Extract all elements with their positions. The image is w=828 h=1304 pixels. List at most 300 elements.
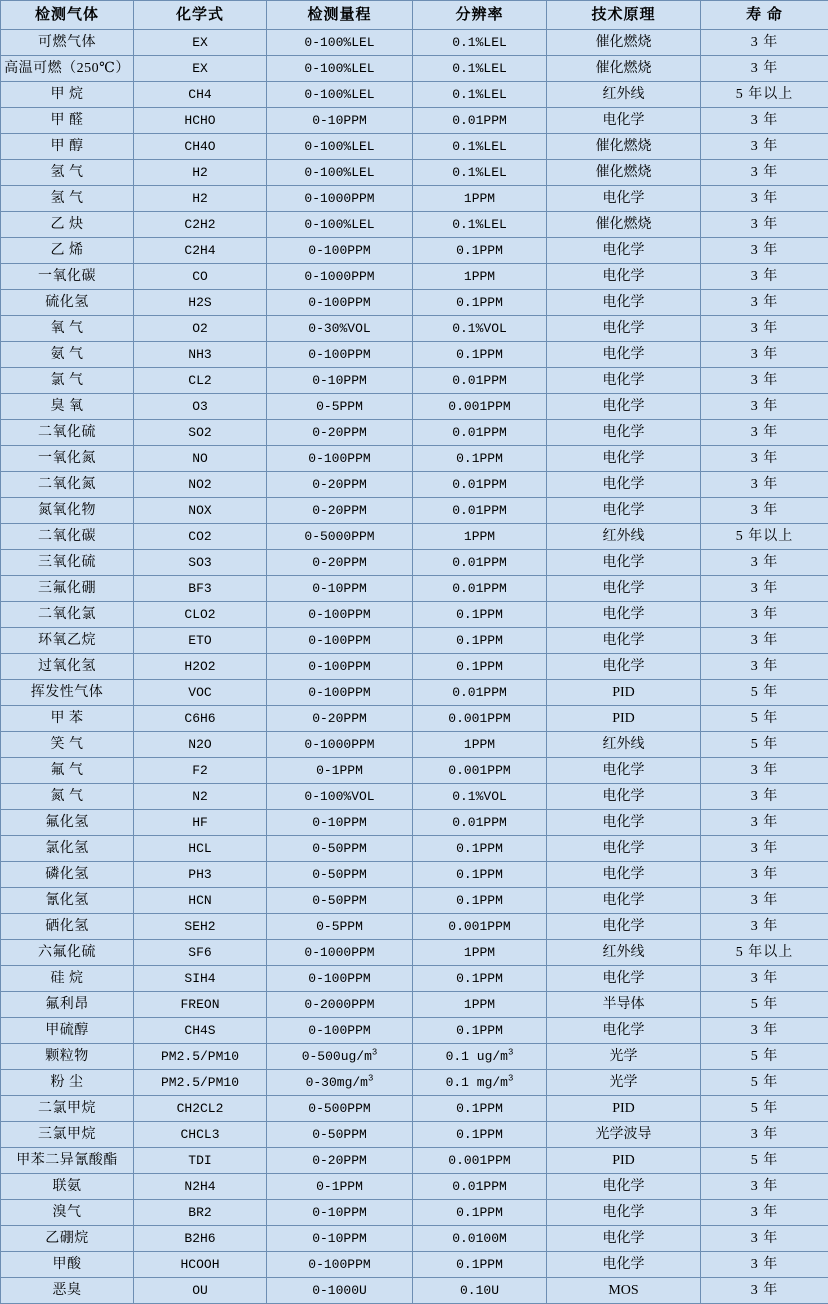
principle-cell: PID: [547, 680, 701, 706]
principle-cell: 电化学: [547, 290, 701, 316]
resolution-cell: 0.1PPM: [413, 446, 547, 472]
principle-cell: 电化学: [547, 238, 701, 264]
table-row: [1, 108, 828, 134]
range-cell: 0-1000PPM: [267, 940, 413, 966]
gas-name-cell: 氟化氢: [1, 810, 134, 836]
range-cell: 0-20PPM: [267, 550, 413, 576]
resolution-cell: 0.001PPM: [413, 758, 547, 784]
life-cell: 3 年: [701, 628, 828, 654]
range-cell: 0-20PPM: [267, 472, 413, 498]
gas-name-cell: 氢 气: [1, 160, 134, 186]
principle-cell: 催化燃烧: [547, 160, 701, 186]
principle-cell: 光学: [547, 1044, 701, 1070]
formula-cell: CO: [134, 264, 267, 290]
gas-name-cell: 恶臭: [1, 1278, 134, 1304]
principle-cell: 电化学: [547, 602, 701, 628]
resolution-cell: 0.001PPM: [413, 1148, 547, 1174]
table-row: [1, 914, 828, 940]
table-row: [1, 420, 828, 446]
life-cell: 3 年: [701, 420, 828, 446]
range-cell: 0-5PPM: [267, 394, 413, 420]
range-cell: 0-100PPM: [267, 680, 413, 706]
range-cell: $0-30mg/m^3$: [267, 1070, 413, 1096]
table-row: [1, 264, 828, 290]
principle-cell: 半导体: [547, 992, 701, 1018]
formula-cell: CL2: [134, 368, 267, 394]
principle-cell: 电化学: [547, 810, 701, 836]
principle-cell: 电化学: [547, 784, 701, 810]
principle-cell: 电化学: [547, 264, 701, 290]
formula-cell: C2H4: [134, 238, 267, 264]
resolution-cell: 0.1PPM: [413, 888, 547, 914]
table-row: [1, 966, 828, 992]
formula-cell: N2: [134, 784, 267, 810]
column-header-formula: 化学式: [134, 1, 267, 30]
formula-cell: PM2.5/PM10: [134, 1044, 267, 1070]
gas-name-cell: 一氧化氮: [1, 446, 134, 472]
range-cell: 0-50PPM: [267, 1122, 413, 1148]
formula-cell: B2H6: [134, 1226, 267, 1252]
range-cell: 0-5000PPM: [267, 524, 413, 550]
formula-cell: SF6: [134, 940, 267, 966]
formula-cell: HF: [134, 810, 267, 836]
formula-cell: CH4: [134, 82, 267, 108]
principle-cell: 电化学: [547, 394, 701, 420]
range-cell: 0-1000PPM: [267, 264, 413, 290]
principle-cell: 电化学: [547, 888, 701, 914]
formula-cell: N2O: [134, 732, 267, 758]
table-row: [1, 784, 828, 810]
table-row: [1, 1018, 828, 1044]
principle-cell: PID: [547, 706, 701, 732]
life-cell: 3 年: [701, 1018, 828, 1044]
life-cell: 3 年: [701, 30, 828, 56]
life-cell: 5 年: [701, 680, 828, 706]
formula-cell: H2S: [134, 290, 267, 316]
principle-cell: 电化学: [547, 836, 701, 862]
gas-name-cell: 过氧化氢: [1, 654, 134, 680]
resolution-cell: 1PPM: [413, 732, 547, 758]
formula-cell: CHCL3: [134, 1122, 267, 1148]
formula-cell: F2: [134, 758, 267, 784]
range-cell: 0-100PPM: [267, 1018, 413, 1044]
formula-cell: PH3: [134, 862, 267, 888]
formula-cell: O3: [134, 394, 267, 420]
resolution-cell: 0.01PPM: [413, 368, 547, 394]
formula-cell: C2H2: [134, 212, 267, 238]
range-cell: 0-1000PPM: [267, 732, 413, 758]
life-cell: 3 年: [701, 888, 828, 914]
table-row: [1, 1148, 828, 1174]
life-cell: 3 年: [701, 134, 828, 160]
table-row: [1, 134, 828, 160]
table-row: [1, 524, 828, 550]
gas-name-cell: 甲酸: [1, 1252, 134, 1278]
principle-cell: 电化学: [547, 1018, 701, 1044]
resolution-cell: 1PPM: [413, 264, 547, 290]
gas-name-cell: 氢 气: [1, 186, 134, 212]
formula-cell: TDI: [134, 1148, 267, 1174]
resolution-cell: 0.1%LEL: [413, 212, 547, 238]
range-cell: 0-100%VOL: [267, 784, 413, 810]
formula-cell: H2: [134, 186, 267, 212]
formula-cell: O2: [134, 316, 267, 342]
life-cell: 5 年以上: [701, 82, 828, 108]
resolution-cell: 0.01PPM: [413, 810, 547, 836]
column-header-principle: 技术原理: [547, 1, 701, 30]
range-cell: 0-20PPM: [267, 420, 413, 446]
table-row: [1, 238, 828, 264]
table-row: [1, 576, 828, 602]
life-cell: 5 年: [701, 1148, 828, 1174]
gas-name-cell: 氯化氢: [1, 836, 134, 862]
principle-cell: 催化燃烧: [547, 56, 701, 82]
formula-cell: NH3: [134, 342, 267, 368]
range-cell: 0-100%LEL: [267, 160, 413, 186]
table-header: [1, 1, 828, 30]
life-cell: 3 年: [701, 394, 828, 420]
principle-cell: 电化学: [547, 420, 701, 446]
formula-cell: EX: [134, 30, 267, 56]
table-row: [1, 706, 828, 732]
formula-cell: ETO: [134, 628, 267, 654]
range-cell: 0-50PPM: [267, 888, 413, 914]
gas-name-cell: 高温可燃（250℃）: [1, 56, 134, 82]
resolution-cell: 0.1%LEL: [413, 56, 547, 82]
column-header-life: 寿 命: [701, 1, 828, 30]
range-cell: 0-20PPM: [267, 706, 413, 732]
principle-cell: 电化学: [547, 576, 701, 602]
table-row: [1, 602, 828, 628]
table-row: [1, 1096, 828, 1122]
life-cell: 3 年: [701, 290, 828, 316]
gas-name-cell: 六氟化硫: [1, 940, 134, 966]
table-row: [1, 654, 828, 680]
resolution-cell: 0.1 $ug/m^3$: [413, 1044, 547, 1070]
resolution-cell: 1PPM: [413, 992, 547, 1018]
resolution-cell: 0.01PPM: [413, 420, 547, 446]
range-cell: 0-100PPM: [267, 446, 413, 472]
gas-name-cell: 二氧化碳: [1, 524, 134, 550]
gas-name-cell: 甲 烷: [1, 82, 134, 108]
life-cell: 3 年: [701, 316, 828, 342]
gas-name-cell: 氧 气: [1, 316, 134, 342]
table-row: [1, 940, 828, 966]
resolution-cell: 0.01PPM: [413, 1174, 547, 1200]
life-cell: 5 年: [701, 992, 828, 1018]
gas-name-cell: 氨 气: [1, 342, 134, 368]
life-cell: 3 年: [701, 758, 828, 784]
resolution-cell: 1PPM: [413, 186, 547, 212]
range-cell: 0-100PPM: [267, 602, 413, 628]
resolution-cell: 0.0100M: [413, 1226, 547, 1252]
gas-name-cell: 三氯甲烷: [1, 1122, 134, 1148]
formula-cell: H2: [134, 160, 267, 186]
gas-name-cell: 二氧化氯: [1, 602, 134, 628]
table-row: [1, 212, 828, 238]
resolution-cell: 0.1%LEL: [413, 30, 547, 56]
life-cell: 3 年: [701, 472, 828, 498]
formula-cell: SO2: [134, 420, 267, 446]
range-cell: 0-100PPM: [267, 1252, 413, 1278]
table-row: [1, 290, 828, 316]
gas-name-cell: 氰化氢: [1, 888, 134, 914]
range-cell: 0-20PPM: [267, 1148, 413, 1174]
resolution-cell: 0.001PPM: [413, 394, 547, 420]
gas-name-cell: 硅 烷: [1, 966, 134, 992]
formula-cell: H2O2: [134, 654, 267, 680]
range-cell: 0-100%LEL: [267, 82, 413, 108]
range-cell: 0-100PPM: [267, 654, 413, 680]
gas-name-cell: 甲 苯: [1, 706, 134, 732]
formula-cell: SEH2: [134, 914, 267, 940]
resolution-cell: 0.1PPM: [413, 1122, 547, 1148]
gas-name-cell: 甲苯二异氰酸酯: [1, 1148, 134, 1174]
gas-name-cell: 粉 尘: [1, 1070, 134, 1096]
resolution-cell: 0.1PPM: [413, 654, 547, 680]
life-cell: 3 年: [701, 238, 828, 264]
principle-cell: 电化学: [547, 472, 701, 498]
gas-name-cell: 颗粒物: [1, 1044, 134, 1070]
life-cell: 3 年: [701, 966, 828, 992]
resolution-cell: 0.1%VOL: [413, 316, 547, 342]
table-row: [1, 1122, 828, 1148]
range-cell: 0-50PPM: [267, 862, 413, 888]
formula-cell: VOC: [134, 680, 267, 706]
resolution-cell: 0.1%VOL: [413, 784, 547, 810]
resolution-cell: 1PPM: [413, 940, 547, 966]
resolution-cell: 0.1PPM: [413, 862, 547, 888]
table-row: [1, 56, 828, 82]
range-cell: 0-2000PPM: [267, 992, 413, 1018]
table-row: [1, 732, 828, 758]
life-cell: 3 年: [701, 446, 828, 472]
principle-cell: MOS: [547, 1278, 701, 1304]
resolution-cell: 0.1PPM: [413, 836, 547, 862]
gas-name-cell: 甲硫醇: [1, 1018, 134, 1044]
principle-cell: 红外线: [547, 524, 701, 550]
range-cell: 0-1000PPM: [267, 186, 413, 212]
life-cell: 5 年: [701, 706, 828, 732]
resolution-cell: 0.1 $mg/m^3$: [413, 1070, 547, 1096]
gas-name-cell: 环氧乙烷: [1, 628, 134, 654]
formula-cell: N2H4: [134, 1174, 267, 1200]
life-cell: 3 年: [701, 498, 828, 524]
range-cell: 0-100PPM: [267, 966, 413, 992]
principle-cell: 电化学: [547, 628, 701, 654]
principle-cell: PID: [547, 1148, 701, 1174]
table-row: [1, 30, 828, 56]
principle-cell: 光学: [547, 1070, 701, 1096]
formula-cell: CH4S: [134, 1018, 267, 1044]
range-cell: 0-10PPM: [267, 108, 413, 134]
life-cell: 3 年: [701, 810, 828, 836]
gas-name-cell: 一氧化碳: [1, 264, 134, 290]
gas-name-cell: 乙 烯: [1, 238, 134, 264]
life-cell: 3 年: [701, 1122, 828, 1148]
formula-cell: HCOOH: [134, 1252, 267, 1278]
range-cell: 0-10PPM: [267, 368, 413, 394]
gas-name-cell: 二氯甲烷: [1, 1096, 134, 1122]
formula-cell: PM2.5/PM10: [134, 1070, 267, 1096]
table-row: [1, 1070, 828, 1096]
table-row: [1, 446, 828, 472]
formula-cell: BR2: [134, 1200, 267, 1226]
gas-name-cell: 氟利昂: [1, 992, 134, 1018]
principle-cell: 电化学: [547, 368, 701, 394]
range-cell: 0-30%VOL: [267, 316, 413, 342]
table-row: [1, 992, 828, 1018]
gas-name-cell: 氯 气: [1, 368, 134, 394]
table-row: [1, 810, 828, 836]
table-row: [1, 160, 828, 186]
principle-cell: 电化学: [547, 1226, 701, 1252]
principle-cell: PID: [547, 1096, 701, 1122]
principle-cell: 电化学: [547, 862, 701, 888]
resolution-cell: 0.1%LEL: [413, 134, 547, 160]
table-row: [1, 316, 828, 342]
table-row: [1, 368, 828, 394]
gas-name-cell: 乙硼烷: [1, 1226, 134, 1252]
table-row: [1, 836, 828, 862]
table-row: [1, 680, 828, 706]
principle-cell: 电化学: [547, 914, 701, 940]
principle-cell: 红外线: [547, 940, 701, 966]
life-cell: 3 年: [701, 862, 828, 888]
life-cell: 3 年: [701, 264, 828, 290]
column-header-gas: 检测气体: [1, 1, 134, 30]
gas-name-cell: 乙 炔: [1, 212, 134, 238]
gas-name-cell: 三氟化硼: [1, 576, 134, 602]
principle-cell: 光学波导: [547, 1122, 701, 1148]
life-cell: 3 年: [701, 108, 828, 134]
resolution-cell: 0.01PPM: [413, 680, 547, 706]
resolution-cell: 0.001PPM: [413, 914, 547, 940]
resolution-cell: 0.1PPM: [413, 342, 547, 368]
column-header-resolution: 分辨率: [413, 1, 547, 30]
principle-cell: 电化学: [547, 654, 701, 680]
range-cell: 0-100%LEL: [267, 30, 413, 56]
formula-cell: CLO2: [134, 602, 267, 628]
life-cell: 5 年: [701, 1096, 828, 1122]
formula-cell: OU: [134, 1278, 267, 1304]
resolution-cell: 0.1PPM: [413, 602, 547, 628]
principle-cell: 电化学: [547, 342, 701, 368]
principle-cell: 电化学: [547, 966, 701, 992]
life-cell: 3 年: [701, 654, 828, 680]
resolution-cell: 0.1%LEL: [413, 82, 547, 108]
gas-name-cell: 臭 氧: [1, 394, 134, 420]
table-row: [1, 342, 828, 368]
table-row: [1, 1174, 828, 1200]
resolution-cell: 0.001PPM: [413, 706, 547, 732]
life-cell: 3 年: [701, 784, 828, 810]
formula-cell: NO: [134, 446, 267, 472]
gas-name-cell: 联氨: [1, 1174, 134, 1200]
resolution-cell: 0.01PPM: [413, 472, 547, 498]
life-cell: 3 年: [701, 1200, 828, 1226]
gas-name-cell: 甲 醛: [1, 108, 134, 134]
table-row: [1, 82, 828, 108]
table-row: [1, 1226, 828, 1252]
principle-cell: 电化学: [547, 446, 701, 472]
gas-name-cell: 二氧化氮: [1, 472, 134, 498]
table-row: [1, 472, 828, 498]
resolution-cell: 0.01PPM: [413, 108, 547, 134]
formula-cell: HCN: [134, 888, 267, 914]
range-cell: $0-500ug/m^3$: [267, 1044, 413, 1070]
table-row: [1, 888, 828, 914]
life-cell: 3 年: [701, 342, 828, 368]
gas-name-cell: 硫化氢: [1, 290, 134, 316]
principle-cell: 电化学: [547, 1174, 701, 1200]
table-row: [1, 862, 828, 888]
formula-cell: SO3: [134, 550, 267, 576]
life-cell: 3 年: [701, 836, 828, 862]
life-cell: 3 年: [701, 160, 828, 186]
range-cell: 0-100PPM: [267, 342, 413, 368]
range-cell: 0-1000U: [267, 1278, 413, 1304]
range-cell: 0-1PPM: [267, 1174, 413, 1200]
range-cell: 0-1PPM: [267, 758, 413, 784]
life-cell: 5 年以上: [701, 940, 828, 966]
resolution-cell: 0.10U: [413, 1278, 547, 1304]
formula-cell: BF3: [134, 576, 267, 602]
formula-cell: FREON: [134, 992, 267, 1018]
resolution-cell: 0.1PPM: [413, 290, 547, 316]
resolution-cell: 0.1PPM: [413, 628, 547, 654]
principle-cell: 电化学: [547, 550, 701, 576]
range-cell: 0-10PPM: [267, 1200, 413, 1226]
range-cell: 0-10PPM: [267, 576, 413, 602]
range-cell: 0-100%LEL: [267, 212, 413, 238]
principle-cell: 催化燃烧: [547, 134, 701, 160]
gas-name-cell: 可燃气体: [1, 30, 134, 56]
range-cell: 0-100%LEL: [267, 134, 413, 160]
range-cell: 0-100PPM: [267, 628, 413, 654]
range-cell: 0-10PPM: [267, 810, 413, 836]
resolution-cell: 0.1%LEL: [413, 160, 547, 186]
table-row: [1, 1252, 828, 1278]
resolution-cell: 0.1PPM: [413, 1096, 547, 1122]
gas-name-cell: 氮氧化物: [1, 498, 134, 524]
principle-cell: 电化学: [547, 758, 701, 784]
range-cell: 0-20PPM: [267, 498, 413, 524]
table-body: [1, 30, 828, 1304]
life-cell: 3 年: [701, 550, 828, 576]
gas-name-cell: 氟 气: [1, 758, 134, 784]
range-cell: 0-10PPM: [267, 1226, 413, 1252]
table-row: [1, 550, 828, 576]
life-cell: 3 年: [701, 1252, 828, 1278]
principle-cell: 电化学: [547, 108, 701, 134]
formula-cell: HCL: [134, 836, 267, 862]
life-cell: 3 年: [701, 1174, 828, 1200]
resolution-cell: 1PPM: [413, 524, 547, 550]
formula-cell: HCHO: [134, 108, 267, 134]
principle-cell: 电化学: [547, 1200, 701, 1226]
resolution-cell: 0.1PPM: [413, 1252, 547, 1278]
column-header-range: 检测量程: [267, 1, 413, 30]
formula-cell: C6H6: [134, 706, 267, 732]
table-row: [1, 628, 828, 654]
table-row: [1, 394, 828, 420]
gas-name-cell: 溴气: [1, 1200, 134, 1226]
life-cell: 5 年以上: [701, 524, 828, 550]
principle-cell: 电化学: [547, 316, 701, 342]
life-cell: 5 年: [701, 732, 828, 758]
range-cell: 0-50PPM: [267, 836, 413, 862]
